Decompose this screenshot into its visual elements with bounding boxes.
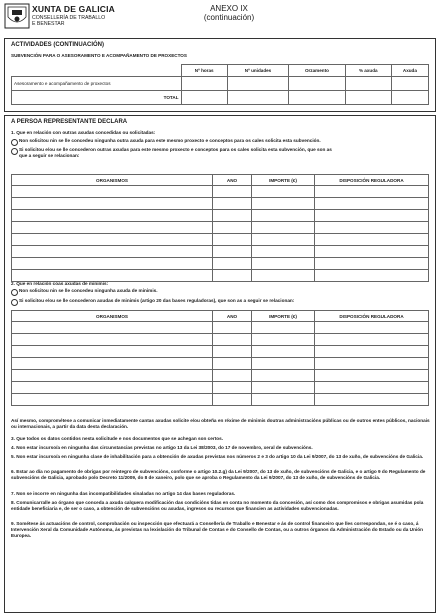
col-horas: Nº horas [181,65,227,77]
col-importe: IMPORTE (€) [252,311,315,322]
q2-text: 2. Que en relación coas axudas de minimis: [11,281,109,286]
col-axuda: Axuda [391,65,428,77]
table-row [12,234,429,246]
total-unidades[interactable] [227,91,288,105]
col-axuda-pct: % axuda [345,65,391,77]
dept-line2: E BENESTAR [32,21,65,27]
table-row [12,222,429,234]
input-orzamento[interactable] [289,77,346,91]
table-row [12,198,429,210]
input-axuda[interactable] [391,77,428,91]
brand-name: XUNTA DE GALICIA [32,4,116,14]
axudas-table-2 [11,310,429,406]
document-header [4,3,435,35]
xunta-logo-icon [4,3,30,29]
declara-section [4,115,436,613]
declaration-5: 5. Non estar incurso/a en ningunha clase de inhabilitación para a obtención de axudas previstas nos números 2 e 3 do artigo 10 da Lei 9/2007, do 13 de xuño, de subvencións de Galicia. [11,454,424,459]
declaration-7: 7. Non se incorre en ningunha das incompatibilidades sinaladas no artigo 14 das bases reguladoras. [11,491,236,496]
total-axuda[interactable] [391,91,428,105]
declaration-8: 8. Comunicarralle ao órgano que conceda a axuda calquera modificación das condicións tidas en conta no momento da concesión, así como dos compromisos e obrigas asumidas pola entidade beneficiaria e, de ser o caso, a obtención de subvencións ou axudas, ingresos ou recursos que financien as actividades subvencionadas. [11,500,424,511]
declaration-3: 3. Que todos os datos contidos nesta solicitude e nos documentos que se achegan son certos. [11,436,224,441]
col-unidades: Nº unidades [227,65,288,77]
col-disposicion: DISPOSICIÓN REGULADORA [315,175,429,186]
total-label: TOTAL [12,91,182,105]
actividades-table [11,64,429,105]
q2-option1-radio[interactable] [11,289,18,296]
total-orzamento[interactable] [289,91,346,105]
declara-title: A PERSOA REPRESENTANTE DECLARA [11,119,128,125]
total-horas[interactable] [181,91,227,105]
declaration-6: 6. Estar ao día no pagamento de obrigas por reintegro de subvencións, conforme o artigo 10.2.g) da Lei 9/2007, do 13 de xuño, de subvencións de Galicia, e o artigo 9 do Regulamento de subvencións de Galicia, aprobado polo Decreto 11/2009, do 8 de xaneiro, polo que se aproba o Regulamento da Lei 9/2007, do 13 de xuño, de subvencións de Galicia. [11,469,426,480]
col-importe: IMPORTE (€) [252,175,315,186]
input-horas[interactable] [181,77,227,91]
table-row [12,322,429,334]
asimesmo-paragraph: Así mesmo, comprométese a comunicar inmediatamente cantas axudas solicite e/ou obteña en réxime de minimis doutras administracións públicas ou de outros entes públicos, nacionais ou internacionais, a partir da data desta declaración. [11,418,430,429]
table-row [12,382,429,394]
q1-text: 1. Que en relación con outras axudas concedidas ou solicitadas: [11,130,156,135]
input-axuda-pct[interactable] [345,77,391,91]
q1-option1-label: Non solicitou nin se lle concedeu ningunha outra axuda para este mesmo proxecto e conceptos para os cales solicita esta subvención. [19,138,321,143]
table-row [12,258,429,270]
table-row [12,334,429,346]
total-axuda-pct[interactable] [345,91,391,105]
col-ano: ANO [213,175,252,186]
q2-option1-label: Non solicitou nin se lle concedeu ningunha axuda de minimis. [19,288,158,293]
table-row [12,370,429,382]
table-row [12,246,429,258]
q1-option2-label: Si solicitou e/ou se lle concederon outras axudas para este mesmo proxecto e conceptos para os cales solicita esta subvención, que son as [19,147,332,152]
q1-option1-radio[interactable] [11,139,18,146]
table-row [12,346,429,358]
table-row [12,270,429,282]
annex-heading [194,4,264,22]
q1-option2-radio[interactable] [11,148,18,155]
q1-option2-label-cont: que a seguir se relacionan: [19,153,80,158]
col-orzamento: Orzamento [289,65,346,77]
table-row [12,186,429,198]
col-disposicion: DISPOSICIÓN REGULADORA [315,311,429,322]
annex-subtitle: (continuación) [203,13,255,22]
actividades-title: ACTIVIDADES (CONTINUACIÓN) [11,42,104,48]
input-unidades[interactable] [227,77,288,91]
q2-option2-label: Si solicitou e/ou se lle concederon axudas de minimis (artigo 20 das bases reguladoras), que son as a seguir se relacionan: [19,298,295,303]
row-asesoramento-label: Asesoramento e acompañamento de proxectos [12,77,182,91]
declaration-4: 4. Non estar incurso/a en ningunha das circunstancias previstas no artigo 13 da Lei 38/2003, do 17 de novembro, xeral de subvencións. [11,445,313,450]
table-row [12,210,429,222]
actividades-section [4,38,436,112]
axudas-table-1 [11,174,429,282]
annex-title: ANEXO IX [210,4,248,13]
declaration-9: 9. Sométese ás actuacións de control, comprobación ou inspección que efectuará a Consellería de Traballo e Benestar e ás de control financeiro que lles correspondan, se é o caso, á Intervención Xeral da Comunidade Autónoma, ás previstas na lexislación do Tribunal de Contas e do Consello de Contas, ou a outros órganos da Administración do Estado ou da Unión Europea. [11,521,423,538]
actividades-subtitle: SUBVENCIÓN PARA O ASESORAMENTO E ACOMPAÑAMENTO DE PROXECTOS [11,53,187,58]
table-row [12,358,429,370]
col-organismos: ORGANISMOS [12,175,213,186]
table-row [12,394,429,406]
col-organismos: ORGANISMOS [12,311,213,322]
dept-line1: CONSELLERÍA DE TRABALLO [32,15,106,21]
department-name [32,15,132,27]
q2-option2-radio[interactable] [11,299,18,306]
col-ano: ANO [213,311,252,322]
